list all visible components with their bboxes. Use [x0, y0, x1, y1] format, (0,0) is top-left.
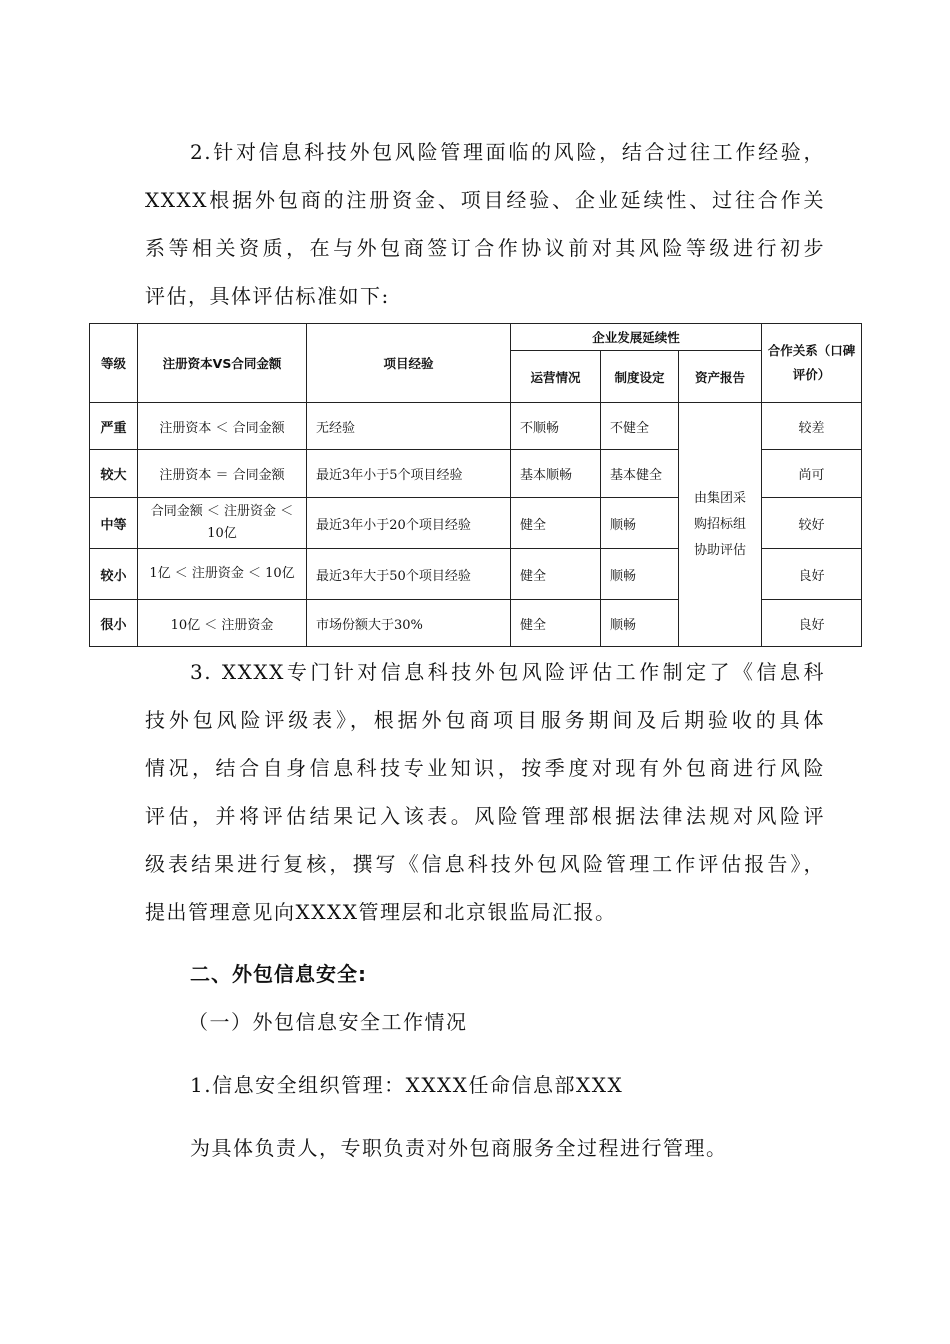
header-capital: 注册资本VS合同金额: [138, 324, 307, 403]
text-line: 技外包风险评级表》，根据外包商项目服务期间及后期验收的具体: [145, 708, 825, 732]
table-row: [90, 403, 862, 450]
cell-system: 顺畅: [601, 549, 679, 600]
paragraph-risk-intro: [145, 128, 825, 320]
cell-operation: 健全: [511, 498, 601, 549]
cell-system: 基本健全: [601, 450, 679, 498]
subsection-heading: （一）外包信息安全工作情况: [188, 1010, 468, 1034]
header-continuity: 企业发展延续性: [511, 324, 762, 351]
header-cooperation: 合作关系（口碑评价）: [762, 324, 862, 403]
text-line: 3. XXXX专门针对信息科技外包风险评估工作制定了《信息科: [190, 660, 825, 684]
cell-operation: 健全: [511, 600, 601, 647]
cell-cooperation: 较差: [762, 403, 862, 450]
cell-capital: 1亿 ＜ 注册资金 ＜ 10亿: [138, 549, 307, 600]
text-line: 评估，具体评估标准如下:: [145, 284, 390, 308]
cell-cooperation: 尚可: [762, 450, 862, 498]
paragraph-risk-rating: [145, 648, 825, 936]
cell-experience: 最近3年小于5个项目经验: [307, 450, 511, 498]
cell-level: 中等: [90, 498, 138, 549]
cell-operation: 基本顺畅: [511, 450, 601, 498]
cell-capital: 10亿 ＜ 注册资金: [138, 600, 307, 647]
cell-system: 不健全: [601, 403, 679, 450]
header-asset: 资产报告: [679, 351, 762, 403]
cell-cooperation: 良好: [762, 600, 862, 647]
header-level: 等级: [90, 324, 138, 403]
risk-assessment-table: [89, 323, 862, 647]
cell-capital: 合同金额 ＜ 注册资金 ＜ 10亿: [138, 498, 307, 549]
text-line: 提出管理意见向XXXX管理层和北京银监局汇报。: [145, 900, 617, 924]
cell-experience: 最近3年小于20个项目经验: [307, 498, 511, 549]
header-system: 制度设定: [601, 351, 679, 403]
cell-level: 较小: [90, 549, 138, 600]
cell-level: 严重: [90, 403, 138, 450]
cell-cooperation: 较好: [762, 498, 862, 549]
cell-level: 较大: [90, 450, 138, 498]
text-line: 情况，结合自身信息科技专业知识，按季度对现有外包商进行风险: [145, 756, 825, 780]
cell-system: 顺畅: [601, 498, 679, 549]
cell-capital: 注册资本 ＝ 合同金额: [138, 450, 307, 498]
cell-operation: 健全: [511, 549, 601, 600]
cell-cooperation: 良好: [762, 549, 862, 600]
text-line: 系等相关资质，在与外包商签订合作协议前对其风险等级进行初步: [145, 236, 825, 260]
cell-capital: 注册资本 ＜ 合同金额: [138, 403, 307, 450]
header-operation: 运营情况: [511, 351, 601, 403]
cell-experience: 无经验: [307, 403, 511, 450]
item-org-management-cont: 为具体负责人，专职负责对外包商服务全过程进行管理。: [190, 1136, 728, 1160]
header-experience: 项目经验: [307, 324, 511, 403]
cell-operation: 不顺畅: [511, 403, 601, 450]
cell-asset-merged: 由集团采购招标组协助评估: [679, 403, 762, 647]
cell-experience: 市场份额大于30%: [307, 600, 511, 647]
text-line: 评估，并将评估结果记入该表。风险管理部根据法律法规对风险评: [145, 804, 825, 828]
cell-system: 顺畅: [601, 600, 679, 647]
cell-level: 很小: [90, 600, 138, 647]
section-heading: 二、外包信息安全:: [190, 962, 367, 986]
cell-experience: 最近3年大于50个项目经验: [307, 549, 511, 600]
item-org-management: 1.信息安全组织管理：XXXX任命信息部XXX: [190, 1073, 624, 1097]
text-line: 2.针对信息科技外包风险管理面临的风险，结合过往工作经验，: [190, 140, 825, 164]
text-line: XXXX根据外包商的注册资金、项目经验、企业延续性、过往合作关: [145, 188, 825, 212]
text-line: 级表结果进行复核，撰写《信息科技外包风险管理工作评估报告》，: [145, 852, 825, 876]
